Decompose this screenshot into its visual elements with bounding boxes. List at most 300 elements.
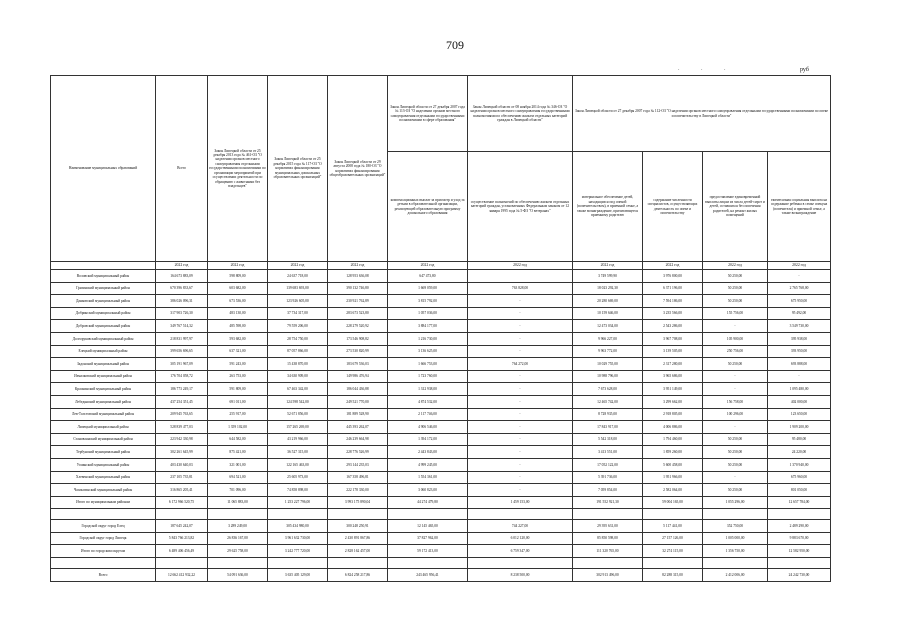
table-row [51,383,831,396]
amount-cell: 1 794 460,00 [643,433,703,446]
amount-cell: 6 489 406 456,49 [156,545,208,558]
amount-cell: 24 637 718,00 [268,270,328,283]
amount-cell: 670 396 833,67 [156,282,208,295]
amount-cell: - [468,484,573,497]
amount-cell: 6 824 258 217,86 [328,569,388,582]
amount-cell: - [703,320,768,333]
municipality-name-cell: Становлянский муниципальный район [51,433,156,446]
spacer-cell [768,509,831,520]
spacer-cell [268,558,328,569]
table-row [51,408,831,421]
amount-cell: - [468,395,573,408]
amount-cell: 8 238 500,00 [468,569,573,582]
municipality-name-cell: Лебедянский муниципальный район [51,395,156,408]
amount-cell: 59 004 165,00 [643,496,703,509]
amount-cell: 3 976 800,00 [643,270,703,283]
header-sub-b: содержание численности специалистов, осуществляющих деятельность по опеке и попечительству [643,152,703,262]
header-sub-a: материальное обеспечение детей, находящихся под опекой (попечительством), в приемной семье, а также вознаграждение, причитающееся приемному родителю [573,152,643,262]
spacer-cell [51,558,156,569]
amount-cell: 9 966 227,00 [573,332,643,345]
total-rows [51,558,831,582]
spacer-cell [573,509,643,520]
amount-cell: 1 394 172,00 [388,433,468,446]
amount-cell: 157 265 269,00 [268,421,328,434]
amount-cell: 701 096,00 [208,484,268,497]
amount-cell: 5 117 441,00 [643,520,703,533]
table-row [51,345,831,358]
amount-cell: 12 657 784,00 [768,496,831,509]
amount-cell: 3 749 599,90 [573,270,643,283]
spacer-cell [388,558,468,569]
amount-cell: 485 598,00 [208,320,268,333]
amount-cell: 1 253 227 796,00 [268,496,328,509]
spacer-cell [468,509,573,520]
amount-cell: 95 480,00 [768,433,831,446]
amount-cell: 139 683 693,00 [268,282,328,295]
amount-cell: 3 060 823,00 [388,484,468,497]
amount-cell: - [468,433,573,446]
amount-cell: 24 242 730,00 [768,569,831,582]
amount-cell: 691 011,00 [208,395,268,408]
amount-cell: 222 178 330,00 [328,484,388,497]
amount-cell: 1 312 938,00 [388,383,468,396]
amount-cell: 3 961 632 730,00 [268,532,328,545]
amount-cell: 12 473 034,00 [573,320,643,333]
amount-cell: 1 669 059,00 [388,282,468,295]
year-cell: 2022 год [703,262,768,270]
amount-cell: 3 242 777 720,00 [268,545,328,558]
amount-cell: 100 296,00 [703,408,768,421]
amount-cell: 54 091 636,00 [208,569,268,582]
amount-cell: 28 754 750,00 [268,332,328,345]
amount-cell: 7 059 854,00 [573,484,643,497]
amount-cell: 3 549 730,00 [768,320,831,333]
amount-cell: 483 130,00 [208,307,268,320]
amount-cell: 875 421,00 [208,446,268,459]
amount-cell: 4 906 546,00 [388,421,468,434]
amount-cell: 249 521 770,00 [328,395,388,408]
amount-cell: 7 673 628,00 [573,383,643,396]
table-row [51,270,831,283]
amount-cell: 293 144 235,03 [328,458,388,471]
amount-cell: 1 666 753,00 [388,358,468,371]
amount-cell: 167 358 496,81 [328,471,388,484]
amount-cell: 2 117 746,00 [388,408,468,421]
amount-cell [468,270,573,283]
amount-cell: 302 261 645,99 [156,446,208,459]
amount-cell: 186 044 436,88 [328,383,388,396]
spacer-cell [703,558,768,569]
amount-cell: 11 065 883,00 [208,496,268,509]
spacer-cell [328,558,388,569]
amount-cell: 1 909 200,00 [768,421,831,434]
amount-cell: 111 320 765,00 [573,545,643,558]
table-row [51,569,831,582]
amount-cell: 6 371 196,00 [643,282,703,295]
spacer-cell [208,509,268,520]
municipality-name-cell: Итого по муниципальным районам [51,496,156,509]
amount-cell: 52 671 856,00 [268,408,328,421]
amount-cell: 149 986 476,94 [328,370,388,383]
amount-cell: 5 600 458,00 [643,458,703,471]
amount-cell: 744 227,00 [468,520,573,533]
amount-cell: 230 921 762,89 [328,295,388,308]
amount-cell: 187 645 242,07 [156,520,208,533]
amount-cell: 4 874 532,00 [388,395,468,408]
amount-cell: 85 850 598,00 [573,532,643,545]
amount-cell: - [468,320,573,333]
amount-cell: 3 136 625,00 [388,345,468,358]
amount-cell: 1 095 480,00 [768,383,831,396]
amount-cell: 1 554 361,00 [388,471,468,484]
amount-cell: 2 412 006,00 [703,569,768,582]
amount-cell: 50 250,00 [703,446,768,459]
municipality-name-cell: Всего [51,569,156,582]
header-law-orphans: Закон Липецкой области от 25 декабря 2013 года № 461-ОЗ "О наделении органов местного самоуправления отдельными государственными полномочиями по организации мероприятий при осуществлении деятельности по обращению с животными без владельцев" [208,76,268,262]
table-row [51,496,831,509]
amount-cell: 317 903 726,30 [156,307,208,320]
amount-cell: 246 239 664,98 [328,433,388,446]
amount-cell: 694 521,00 [208,471,268,484]
header-total: Всего [156,76,208,262]
amount-cell: 173 546 908,82 [328,332,388,345]
spacer-cell [468,558,573,569]
amount-cell: - [768,370,831,383]
amount-cell: 305 191 967,09 [156,358,208,371]
amount-cell: 3 289 249,00 [208,520,268,533]
amount-cell: 9 963 772,00 [573,345,643,358]
municipality-name-cell: Городской округ город Липецк [51,532,156,545]
municipality-name-cell: Воловский муниципальный район [51,270,156,283]
amount-cell: 300 248 250,91 [328,520,388,533]
spacer-cell [768,558,831,569]
amount-cell: 237 105 735,81 [156,471,208,484]
table-row [51,370,831,383]
amount-cell: 3 413 551,00 [573,446,643,459]
table-row [51,446,831,459]
amount-cell: 402 000,00 [768,395,831,408]
amount-cell: 3 884 177,00 [388,320,468,333]
year-cell: 2022 год [328,262,388,270]
amount-cell: 1 005 000,00 [703,532,768,545]
municipality-name-cell: Грязинский муниципальный район [51,282,156,295]
amount-cell: 3 635 405 129,00 [268,569,328,582]
amount-cell: 50 250,00 [703,358,768,371]
spacer-cell [156,509,208,520]
amount-cell: 29 395 631,00 [573,520,643,533]
amount-cell: 27 157 126,00 [643,532,703,545]
amount-cell: 2 489 290,00 [768,520,831,533]
amount-cell: 3 815 792,00 [388,295,468,308]
amount-cell: 395 938,00 [768,332,831,345]
spacer-cell [643,509,703,520]
header-sub-c: предоставление единовременной выплаты лицам из числа детей-сирот и детей, оставшихся без попечения родителей, на ремонт жилых помещений [703,152,768,262]
district-rows [51,270,831,509]
amount-cell: 1 057 036,00 [388,307,468,320]
amount-cell: 243 465 956,41 [388,569,468,582]
year-cell: 2022 год [208,262,268,270]
amount-cell: - [468,458,573,471]
municipality-name-cell: Добровский муниципальный район [51,320,156,333]
amount-cell: 1 055 296,00 [703,496,768,509]
amount-cell: 675 960,00 [768,471,831,484]
amount-cell: 155 756,00 [703,307,768,320]
spacer-cell [573,558,643,569]
amount-cell: 801 050,00 [768,484,831,497]
amount-cell: 10 029 755,00 [573,358,643,371]
amount-cell: 128 953 636,08 [328,270,388,283]
amount-cell: 2 765 768,00 [768,282,831,295]
amount-cell: 156 758,00 [703,395,768,408]
amount-cell: 87 057 866,00 [268,345,328,358]
amount-cell: - [703,370,768,383]
table-row [51,484,831,497]
amount-cell: 763 828,00 [468,282,573,295]
header-law-schools: Закон Липецкой области от 25 декабря 2015 года № 117-ОЗ "О нормативах финансирования муниципальных дошкольных образовательных организаций" [268,76,328,262]
amount-cell: 209 945 763,65 [156,408,208,421]
amount-cell: 12 582 950,00 [768,545,831,558]
amount-cell: 637 321,00 [208,345,268,358]
table-row [51,520,831,533]
amount-cell: 1 216 730,00 [388,332,468,345]
city-rows [51,509,831,558]
amount-cell: 273 530 820,99 [328,345,388,358]
amount-cell: 17 843 917,00 [573,421,643,434]
amount-cell: 43 219 966,00 [268,433,328,446]
amount-cell: 305 434 980,00 [268,520,328,533]
municipality-name-cell: Елецкий муниципальный район [51,345,156,358]
amount-cell: 1 359 102,00 [208,421,268,434]
amount-cell: - [468,471,573,484]
amount-cell: - [468,295,573,308]
header-municipality: Наименование муниципальных образований [51,76,156,262]
amount-cell: 59 172 413,00 [388,545,468,558]
municipality-name-cell: Измалковский муниципальный район [51,370,156,383]
amount-cell: 50 250,00 [703,458,768,471]
year-cell: 2022 год [573,262,643,270]
table-row [51,421,831,434]
year-cell: 2022 год [268,262,328,270]
amount-cell: 6 012 120,00 [468,532,573,545]
amount-cell: 191 552 921,30 [573,496,643,509]
amount-cell: 3 235 566,00 [643,307,703,320]
amount-cell: - [468,446,573,459]
amount-cell: 386 026 096,31 [156,295,208,308]
amount-cell: 12 662 412 932,22 [156,569,208,582]
amount-cell: 3 951 149,00 [643,383,703,396]
amount-cell: - [468,345,573,358]
amount-cell: - [468,307,573,320]
amount-cell: 591 243,00 [208,358,268,371]
header-law-citizens-sub: осуществление полномочий по обеспечению жильем отдельных категорий граждан, установленных Федеральным законом от 12 января 1995 года № 5-ФЗ "О ветеранах" [468,152,573,262]
amount-cell: 675 950,00 [768,295,831,308]
amount-cell: - [703,421,768,434]
amount-cell: 82 288 315,00 [643,569,703,582]
amount-cell: 6 759 347,00 [468,545,573,558]
amount-cell: 123 926 605,00 [268,295,328,308]
amount-cell: 528 839 477,03 [156,421,208,434]
amount-cell: 79 559 206,00 [268,320,328,333]
amount-cell: 32 274 115,00 [643,545,703,558]
amount-cell: 283 673 523,80 [328,307,388,320]
amount-cell: 393 950,00 [768,345,831,358]
table-row [51,395,831,408]
municipality-name-cell: Данковский муниципальный район [51,295,156,308]
amount-cell: 12 465 742,00 [573,395,643,408]
amount-cell: - [468,408,573,421]
amount-cell: 2 828 162 457,00 [328,545,388,558]
amount-cell: 3 967 708,00 [643,332,703,345]
year-cell: 2022 год [768,262,831,270]
municipality-name-cell: Лев-Толстовский муниципальный район [51,408,156,421]
municipality-name-cell: Задонский муниципальный район [51,358,156,371]
amount-cell: 1 951 966,00 [643,471,703,484]
amount-cell: 302 913 496,00 [573,569,643,582]
amount-cell: 647 473,80 [388,270,468,283]
spacer-row [51,558,831,569]
amount-cell: 6 172 966 520,75 [156,496,208,509]
amount-cell: - [703,383,768,396]
amount-cell: 2 443 843,00 [388,446,468,459]
year-cell-blank [51,262,156,270]
amount-cell: 228 279 520,92 [328,320,388,333]
amount-cell: 176 704 058,72 [156,370,208,383]
amount-cell: 263 753,00 [208,370,268,383]
municipality-name-cell: Долгоруковский муниципальный район [51,332,156,345]
amount-cell: 764 272,00 [468,358,573,371]
spacer-row [51,509,831,520]
amount-cell: 5 542 318,00 [573,433,643,446]
amount-cell: 12 145 465,00 [388,520,468,533]
amount-cell: - [468,370,573,383]
table-row [51,295,831,308]
municipality-name-cell: Хлевенский муниципальный район [51,471,156,484]
spacer-cell [208,558,268,569]
year-cell: 2022 год [388,262,468,270]
amount-cell: 445 393 262,07 [328,421,388,434]
amount-cell: 10 159 646,00 [573,307,643,320]
amount-cell: - [768,270,831,283]
amount-cell: 37 827 962,00 [388,532,468,545]
amount-cell: 44 274 479,80 [388,496,468,509]
municipality-name-cell: Тербунский муниципальный район [51,446,156,459]
amount-cell: 5 391 736,00 [573,471,643,484]
amount-cell: 123 650,00 [768,408,831,421]
amount-cell: 4 006 886,00 [643,421,703,434]
municipality-name-cell: Итого по городским округам [51,545,156,558]
amount-cell: - [468,332,573,345]
table-row [51,458,831,471]
amount-cell: 183 679 536,03 [328,358,388,371]
amount-cell: 218 831 997,97 [156,332,208,345]
amount-cell: 164 673 883,09 [156,270,208,283]
amount-cell: 105 900,00 [703,332,768,345]
header-law-citizens-top: Закон Липецкой области от 08 ноября 2014 года № 346-ОЗ "О наделении органов местного самоуправления государственными полномочиями по обеспечению жильем отдельных категорий граждан в Липецкой области" [468,76,573,152]
header-law-education: Закон Липецкой области от 29 августа 2008 года № 180-ОЗ "О нормативах финансирования общеобразовательных организаций" [328,76,388,262]
spacer-cell [328,509,388,520]
spacer-cell [51,509,156,520]
amount-cell: 50 250,00 [703,484,768,497]
municipality-name-cell: Краснинский муниципальный район [51,383,156,396]
amount-cell: 8 728 935,00 [573,408,643,421]
dotted-leader: . . . [678,66,736,72]
amount-cell: 693 888,00 [768,358,831,371]
amount-cell: 2 430 891 867,86 [328,532,388,545]
amount-cell: 223 942 330,98 [156,433,208,446]
amount-cell: 593 682,00 [208,332,268,345]
amount-cell: 10 988 796,00 [573,370,643,383]
budget-table [50,75,831,582]
amount-cell: - [703,471,768,484]
amount-cell: 20 280 669,00 [573,295,643,308]
amount-cell: 15 438 870,00 [268,358,328,371]
amount-cell: 2 918 805,00 [643,408,703,421]
amount-cell: 7 594 186,00 [643,295,703,308]
amount-cell: 67 463 342,00 [268,383,328,396]
municipality-name-cell: Чаплыгинский муниципальный район [51,484,156,497]
amount-cell: 316 865 205,41 [156,484,208,497]
amount-cell: 255 917,00 [208,408,268,421]
table-row [51,282,831,295]
amount-cell: - [468,421,573,434]
amount-cell: 50 250,00 [703,270,768,283]
amount-cell: 5 843 766 213,82 [156,532,208,545]
amount-cell: 591 809,00 [208,383,268,396]
amount-cell: 403 430 640,03 [156,458,208,471]
header-law-commission-top: Закон Липецкой области от 27 декабря 2007 года № 113-ОЗ "О наделении органов местного самоуправления отдельными государственными полномочиями в сфере образования" [388,76,468,152]
municipality-name-cell: Городской округ город Елец [51,520,156,533]
amount-cell: 352 750,00 [703,520,768,533]
amount-cell: 50 250,00 [703,295,768,308]
amount-cell: 390 132 746,80 [328,282,388,295]
amount-cell: 186 773 249,17 [156,383,208,396]
amount-cell: 181 889 528,90 [328,408,388,421]
amount-cell: 603 682,00 [208,282,268,295]
header-law-guardianship: Закон Липецкой области от 27 декабря 2007 года № 112-ОЗ "О наделении органов местного самоуправления отдельными государственными полномочиями по опеке и попечительству в Липецкой области" [573,76,831,152]
amount-cell: 250 756,00 [703,345,768,358]
amount-cell: 24 220,00 [768,446,831,459]
amount-cell: 9 883 670,00 [768,532,831,545]
amount-cell: 3 139 505,00 [643,345,703,358]
municipality-name-cell: Липецкий муниципальный район [51,421,156,434]
amount-cell: 36 527 315,00 [268,446,328,459]
amount-cell: 74 858 898,00 [268,484,328,497]
amount-cell: 1 459 153,00 [468,496,573,509]
table-row [51,545,831,558]
page-number: 709 [446,38,464,52]
amount-cell: 1 356 750,00 [703,545,768,558]
amount-cell: 2 317 280,00 [643,358,703,371]
amount-cell: 18 023 292,30 [573,282,643,295]
table-row [51,332,831,345]
year-cell: 2022 год [468,262,573,270]
unit-label: руб [800,67,809,73]
amount-cell: 2 543 286,00 [643,320,703,333]
amount-cell: 25 605 973,00 [268,471,328,484]
table-row [51,320,831,333]
amount-cell: 3 993 175 890,04 [328,496,388,509]
amount-cell: 37 734 317,00 [268,307,328,320]
amount-cell: 17 052 122,00 [573,458,643,471]
amount-cell: 228 776 526,99 [328,446,388,459]
amount-cell: 1 370 940,00 [768,458,831,471]
spacer-cell [703,509,768,520]
amount-cell: 29 625 758,00 [208,545,268,558]
spacer-cell [643,558,703,569]
amount-cell: 50 250,00 [703,282,768,295]
amount-cell: 95 492,00 [768,307,831,320]
amount-cell: 50 250,00 [703,433,768,446]
